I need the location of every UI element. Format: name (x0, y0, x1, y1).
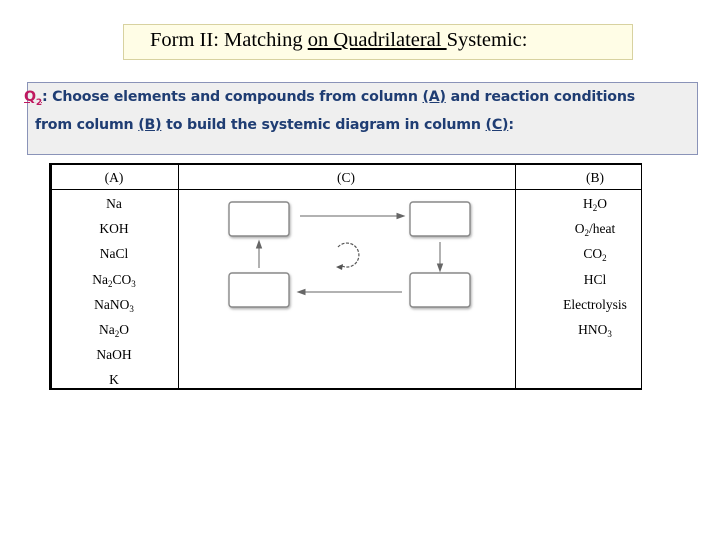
title-suffix: Systemic: (446, 29, 528, 51)
column-divider (515, 163, 516, 390)
column-a-item[interactable]: $Na_2CO_3$ (92, 271, 136, 289)
column-a-item[interactable]: Na (106, 196, 122, 211)
column-a-item[interactable]: KOH (99, 221, 129, 237)
column-a-item[interactable]: NaCl (99, 246, 129, 262)
arrow-right-head (438, 264, 443, 271)
page-title (150, 29, 527, 52)
question-number: $Q_2$ (24, 89, 42, 108)
column-a-item[interactable]: NaNO$_3$ (94, 296, 134, 314)
ref-col-c: (C) (485, 116, 509, 133)
column-b-item[interactable]: $O_2$/heat (574, 221, 616, 239)
column-b-item[interactable]: $HNO_3$ (578, 322, 612, 339)
column-b-item[interactable]: $H_2O$ (583, 196, 607, 213)
question-text (24, 86, 694, 136)
column-b-item[interactable]: Electrolysis (563, 296, 627, 312)
diagram-box-top-right[interactable] (410, 202, 470, 236)
arrow-left-head (257, 241, 262, 248)
ref-col-b: (B) (138, 116, 162, 133)
diagram-box-bottom-left[interactable] (229, 273, 289, 307)
question-line-2: from column (B) to build the systemic diagram in column (C): (35, 116, 514, 133)
column-a-item[interactable]: K (109, 372, 119, 388)
diagram-box-top-left[interactable] (229, 202, 289, 236)
cycle-icon-head (336, 264, 343, 270)
column-b-item[interactable]: $CO_2$ (583, 246, 607, 264)
arrow-top-head (397, 214, 404, 219)
column-divider (178, 163, 179, 390)
column-a-item[interactable]: $Na_2O$ (99, 322, 129, 339)
cycle-icon (338, 243, 359, 267)
diagram-box-bottom-right[interactable] (410, 273, 470, 307)
header-b: (B) (586, 170, 604, 185)
title-prefix: Form II: Matching (150, 29, 308, 51)
question-line-1: $Q_2$: Choose elements and compounds from column (A) and reaction conditions (24, 89, 635, 108)
header-c: (C) (337, 170, 355, 185)
title-underlined: on Quadrilateral (307, 29, 447, 51)
arrow-bottom-head (298, 290, 305, 295)
ref-col-a: (A) (422, 89, 446, 105)
column-b-item[interactable]: HCl (583, 271, 607, 287)
systemic-diagram (180, 190, 500, 386)
column-a-item[interactable]: NaOH (96, 347, 132, 363)
header-a: (A) (104, 170, 124, 185)
